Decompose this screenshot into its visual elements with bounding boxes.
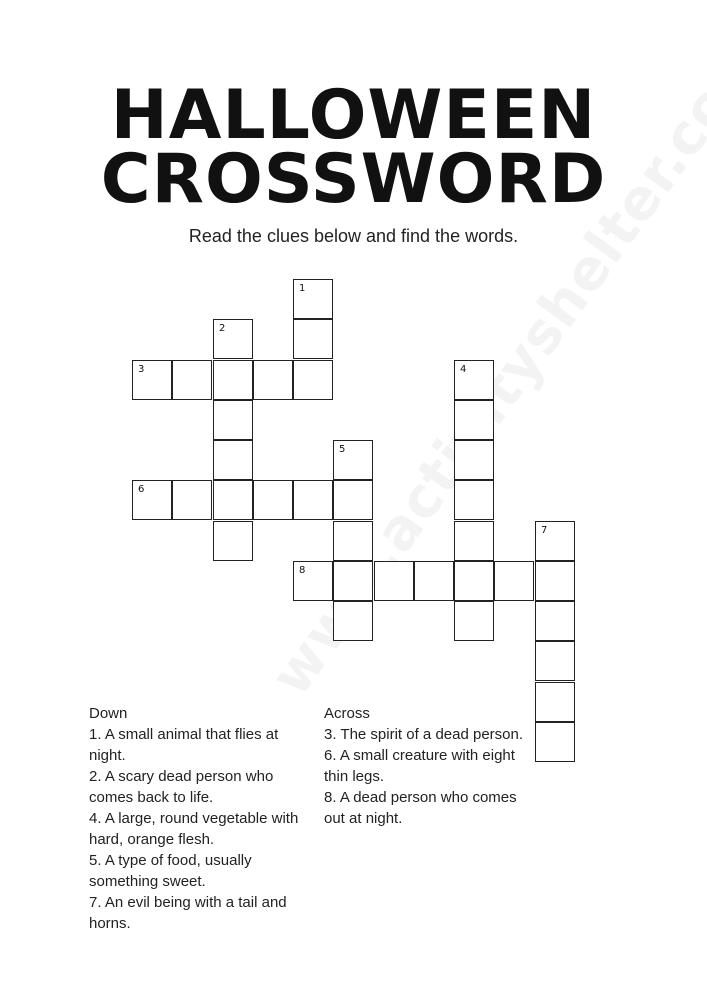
grid-cell[interactable] xyxy=(535,722,575,762)
grid-cell[interactable] xyxy=(293,480,333,520)
grid-cell[interactable] xyxy=(494,561,534,601)
grid-cell[interactable] xyxy=(213,440,253,480)
down-clues xyxy=(89,703,304,934)
clue-number: 1 xyxy=(299,283,306,294)
grid-cell[interactable] xyxy=(454,480,494,520)
grid-cell[interactable] xyxy=(293,319,333,359)
grid-cell[interactable] xyxy=(454,521,494,561)
grid-cell[interactable] xyxy=(454,400,494,440)
clue-number: 3 xyxy=(138,364,145,375)
grid-cell[interactable] xyxy=(293,360,333,400)
grid-cell[interactable] xyxy=(535,561,575,601)
grid-cell[interactable] xyxy=(454,360,494,400)
grid-cell[interactable] xyxy=(172,360,212,400)
clue-number: 8 xyxy=(299,565,306,576)
grid-cell[interactable] xyxy=(253,360,293,400)
down-clue-7: 7. An evil being with a tail and horns. xyxy=(89,894,287,932)
down-clue-2: 2. A scary dead person who comes back to life. xyxy=(89,768,274,806)
grid-cell[interactable] xyxy=(454,601,494,641)
down-clue-1: 1. A small animal that flies at night. xyxy=(89,726,279,764)
grid-cell[interactable] xyxy=(333,480,373,520)
grid-cell[interactable] xyxy=(535,521,575,561)
grid-cell[interactable] xyxy=(535,641,575,681)
across-heading: Across xyxy=(324,705,370,722)
title-line-2: CROSSWORD xyxy=(100,140,607,219)
grid-cell[interactable] xyxy=(172,480,212,520)
grid-cell[interactable] xyxy=(213,480,253,520)
grid-cell[interactable] xyxy=(293,279,333,319)
grid-cell[interactable] xyxy=(333,601,373,641)
across-clue-6: 6. A small creature with eight thin legs. xyxy=(324,747,515,785)
clue-number: 2 xyxy=(219,323,226,334)
down-clue-5: 5. A type of food, usually something sweet. xyxy=(89,852,252,890)
grid-cell[interactable] xyxy=(213,521,253,561)
grid-cell[interactable] xyxy=(253,480,293,520)
grid-cell[interactable] xyxy=(333,521,373,561)
grid-cell[interactable] xyxy=(454,440,494,480)
grid-cell[interactable] xyxy=(213,400,253,440)
grid-cell[interactable] xyxy=(132,480,172,520)
down-clue-4: 4. A large, round vegetable with hard, orange flesh. xyxy=(89,810,299,848)
across-clues xyxy=(324,703,534,829)
title-line-1: HALLOWEEN xyxy=(110,76,597,155)
grid-cell[interactable] xyxy=(213,360,253,400)
across-clue-8: 8. A dead person who comes out at night. xyxy=(324,789,517,827)
grid-cell[interactable] xyxy=(414,561,454,601)
across-clue-3: 3. The spirit of a dead person. xyxy=(324,726,524,743)
grid-cell[interactable] xyxy=(132,360,172,400)
grid-cell[interactable] xyxy=(454,561,494,601)
clue-number: 6 xyxy=(138,484,145,495)
clue-number: 5 xyxy=(339,444,346,455)
grid-cell[interactable] xyxy=(535,682,575,722)
grid-cell[interactable] xyxy=(333,440,373,480)
grid-cell[interactable] xyxy=(293,561,333,601)
clue-number: 7 xyxy=(541,525,548,536)
grid-cell[interactable] xyxy=(333,561,373,601)
grid-cell[interactable] xyxy=(535,601,575,641)
down-heading: Down xyxy=(89,705,128,722)
grid-cell[interactable] xyxy=(374,561,414,601)
subtitle: Read the clues below and find the words. xyxy=(188,226,519,246)
clue-number: 4 xyxy=(460,364,467,375)
grid-cell[interactable] xyxy=(213,319,253,359)
